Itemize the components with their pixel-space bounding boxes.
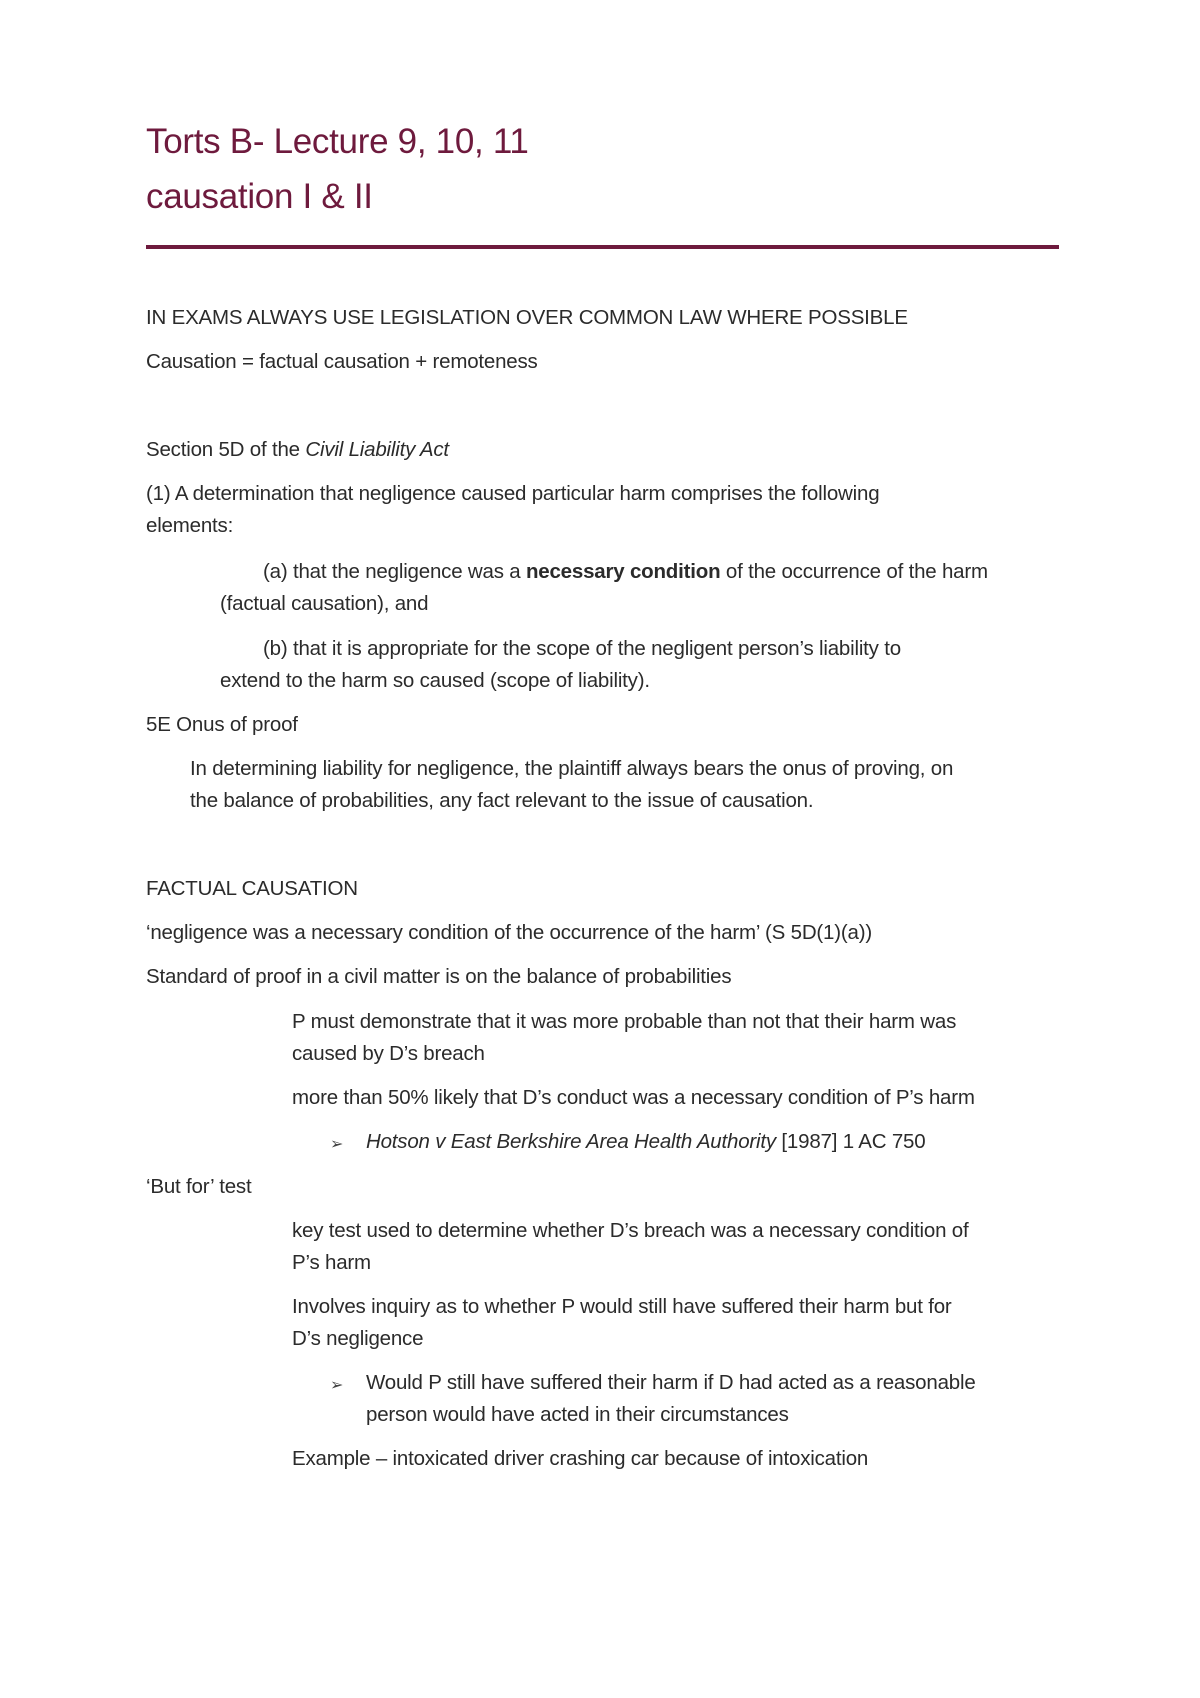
- p-demonstrate-line-2: caused by D’s breach: [292, 1042, 485, 1065]
- reasonable-person-question-line-2: person would have acted in their circumstances: [366, 1403, 789, 1426]
- hotson-case: [366, 1126, 925, 1158]
- section-5e-line-2: the balance of probabilities, any fact relevant to the issue of causation.: [190, 789, 814, 812]
- section-5e-line-1: In determining liability for negligence, the plaintiff always bears the onus of proving, on: [190, 757, 954, 780]
- section-5d-a-suffix: of the occurrence of the harm: [720, 560, 988, 583]
- section-5d-a-prefix: (a) that the negligence was a: [263, 560, 526, 583]
- section-5d-b-line-1: (b) that it is appropriate for the scope of the negligent person’s liability to: [263, 637, 901, 660]
- section-5d-1-line-2: elements:: [146, 514, 234, 537]
- fifty-percent-note: more than 50% likely that D’s conduct was a necessary condition of P’s harm: [292, 1086, 975, 1109]
- standard-of-proof: Standard of proof in a civil matter is on the balance of probabilities: [146, 965, 732, 988]
- hotson-case-name: Hotson v East Berkshire Area Health Authority: [366, 1130, 776, 1153]
- section-5d-prefix: Section 5D of the: [146, 438, 306, 461]
- necessary-condition-quote: ‘negligence was a necessary condition of the occurrence of the harm’ (S 5D(1)(a)): [146, 921, 872, 944]
- inquiry-line-1: Involves inquiry as to whether P would still have suffered their harm but for: [292, 1295, 952, 1318]
- inquiry-line-2: D’s negligence: [292, 1327, 424, 1350]
- title-line-2: causation I & II: [146, 177, 373, 216]
- arrow-bullet-icon: ➢: [330, 1136, 344, 1153]
- reasonable-person-question-line-1: Would P still have suffered their harm if D had acted as a reasonable: [366, 1371, 976, 1394]
- section-5d-heading: [146, 434, 449, 466]
- key-test-line-2: P’s harm: [292, 1251, 371, 1274]
- factual-causation-heading: FACTUAL CAUSATION: [146, 877, 358, 900]
- necessary-condition-term: necessary condition: [525, 560, 721, 583]
- section-5d-a-line-1: [263, 556, 988, 588]
- hotson-case-citation: [1987] 1 AC 750: [775, 1130, 926, 1153]
- intoxicated-driver-example: Example – intoxicated driver crashing car because of intoxication: [292, 1447, 869, 1470]
- civil-liability-act: Civil Liability Act: [305, 438, 449, 461]
- causation-formula: Causation = factual causation + remoteness: [146, 350, 538, 373]
- title-divider: [146, 245, 1059, 249]
- section-5d-a-line-2: (factual causation), and: [220, 592, 429, 615]
- arrow-bullet-icon: ➢: [330, 1377, 344, 1394]
- section-5d-1-line-1: (1) A determination that negligence caused particular harm comprises the following: [146, 482, 880, 505]
- key-test-line-1: key test used to determine whether D’s breach was a necessary condition of: [292, 1219, 969, 1242]
- section-5e-heading: 5E Onus of proof: [146, 713, 298, 736]
- exam-tip: IN EXAMS ALWAYS USE LEGISLATION OVER COMMON LAW WHERE POSSIBLE: [146, 306, 908, 329]
- section-5d-b-line-2: extend to the harm so caused (scope of liability).: [220, 669, 650, 692]
- but-for-heading: ‘But for’ test: [146, 1175, 252, 1198]
- title-line-1: Torts B- Lecture 9, 10, 11: [146, 122, 529, 161]
- p-demonstrate-line-1: P must demonstrate that it was more probable than not that their harm was: [292, 1010, 957, 1033]
